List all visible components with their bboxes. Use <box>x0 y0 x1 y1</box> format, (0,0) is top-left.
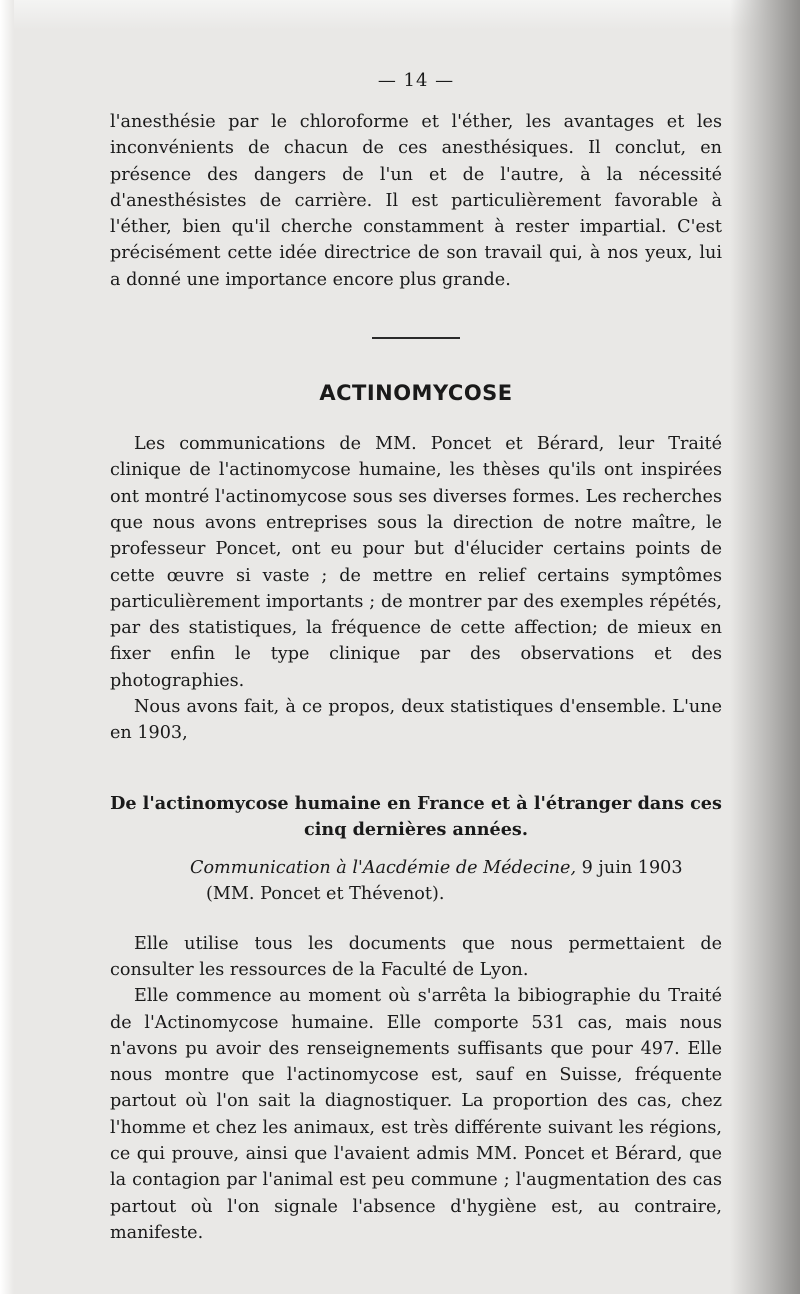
paragraph-1: Les communications de MM. Poncet et Bérard, leur Traité clinique de l'actinomycose humaine, les thèses qu'ils ont inspirées ont montré l'actinomycose sous ses diverses formes. Les recherches que nous avons entreprises sous la direction de notre maître, le professeur Poncet, ont eu pour but d'élucider certains points de cette œuvre si vaste ; de mettre en relief certains symptômes particulièrement importants ; de montrer par des exemples répétés, par des statistiques, la fréquence de cette affection; de mieux en fixer enfin le type clinique par des observations et des photographies. <box>110 434 722 691</box>
page-content <box>110 70 722 1246</box>
paragraph-3: Elle utilise tous les documents que nous permettaient de consulter les ressources de la Faculté de Lyon. <box>110 933 722 980</box>
section-title: ACTINOMYCOSE <box>319 381 513 406</box>
paragraph-4: Elle commence au moment où s'arrêta la bibiographie du Traité de l'Actinomycose humaine. Elle comporte 531 cas, mais nous n'avons pu avoir des renseignements suffisants que pour 497. Elle nous montre que l'actinomycose est, sauf en Suisse, fréquente partout où l'on sait la diagnostiquer. La proportion des cas, chez l'homme et chez les animaux, est très différente suivant les régions, ce qui prouve, ainsi que l'avaient admis MM. Poncet et Bérard, que la contagion par l'animal est peu commune ; l'augmentation des cas partout où l'on signale l'absence d'hygiène est, au contraire, manifeste. <box>110 986 722 1243</box>
page-number: — 14 — <box>377 70 455 91</box>
citation-authors: (MM. Poncet et Thévenot). <box>206 883 445 904</box>
citation-date: 9 juin 1903 <box>581 857 683 878</box>
page-margin-left <box>0 0 14 1294</box>
page-shadow-top <box>0 0 800 30</box>
citation-venue: Communication à l'Aacdémie de Médecine, <box>190 857 577 878</box>
paragraph-2: Nous avons fait, à ce propos, deux statistiques d'ensemble. L'une en 1903, <box>110 697 722 744</box>
subheading: De l'actinomycose humaine en France et à l'étranger dans ces cinq dernières années. <box>110 792 722 840</box>
citation <box>110 855 722 907</box>
intro-paragraph: l'anesthésie par le chloroforme et l'éther, les avantages et les inconvénients de chacun de ces anesthésiques. Il conclut, en présence des dangers de l'un et de l'autre, à la nécessité d'anesthésistes de carrière. Il est particulièrement favorable à l'éther, bien qu'il cherche constamment à rester impartial. C'est précisément cette idée directrice de son travail qui, à nos yeux, lui a donné une importance encore plus grande. <box>110 112 722 290</box>
section-divider <box>372 337 460 339</box>
page-binding-shadow <box>730 0 800 1294</box>
